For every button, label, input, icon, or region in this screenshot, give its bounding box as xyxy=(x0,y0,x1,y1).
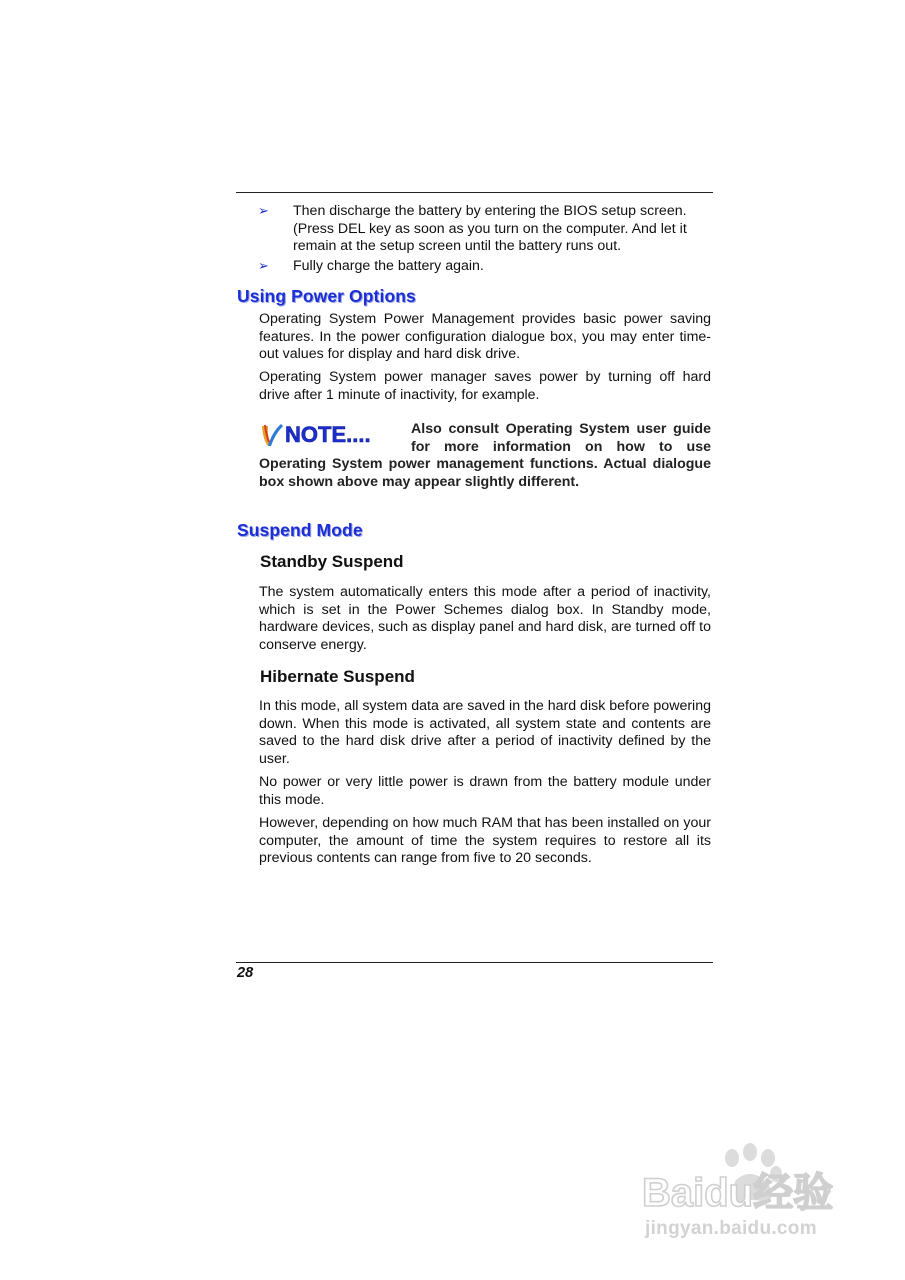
subsection-title-hibernate: Hibernate Suspend xyxy=(260,667,415,686)
watermark-brand: Baidu经验 xyxy=(642,1171,834,1215)
subsection-title-standby: Standby Suspend xyxy=(260,552,404,571)
paragraph: In this mode, all system data are saved in the hard disk before powering down. When this mode is activated, all system state and contents are saved to the hard disk drive after a period of inactivity defined by the user. xyxy=(259,698,711,767)
bullet-item xyxy=(258,258,716,276)
note-logo-text: NOTE.... xyxy=(285,422,371,447)
header-rule xyxy=(236,192,713,193)
bullet-text: Then discharge the battery by entering the BIOS setup screen. (Press DEL key as soon as you turn on the computer. And let it remain at the setup screen until the battery runs out. xyxy=(293,203,687,254)
arrow-bullet-icon: ➢ xyxy=(258,203,269,218)
section-title-power-options: Using Power Options xyxy=(237,286,416,306)
paragraph: The system automatically enters this mode after a period of inactivity, which is set in the Power Schemes dialog box. In Standby mode, hardware devices, such as display panel and hard disk, are turned off to conserve energy. xyxy=(259,584,711,653)
section-title-suspend-mode: Suspend Mode xyxy=(237,520,363,540)
note-logo-icon xyxy=(259,420,383,448)
bullet-item xyxy=(258,203,716,256)
paragraph: Operating System Power Management provides basic power saving features. In the power configuration dialogue box, you may enter time-out values for display and hard disk drive. xyxy=(259,311,711,363)
paragraph: However, depending on how much RAM that has been installed on your computer, the amount of time the system requires to restore all its previous contents can range from five to 20 seconds. xyxy=(259,815,711,867)
arrow-bullet-icon: ➢ xyxy=(258,258,269,273)
paragraph: Operating System power manager saves power by turning off hard drive after 1 minute of inactivity, for example. xyxy=(259,369,711,403)
bullet-text: Fully charge the battery again. xyxy=(293,258,484,274)
note-block xyxy=(259,421,711,491)
footer-rule xyxy=(236,962,713,963)
note-text: Also consult Operating System user guide for more information on how to use Operating System power management functions. Actual dialogue box shown above may appear slightly different. xyxy=(259,421,711,490)
page-number: 28 xyxy=(237,965,254,981)
watermark-site: jingyan.baidu.com xyxy=(645,1218,817,1239)
paragraph: No power or very little power is drawn from the battery module under this mode. xyxy=(259,774,711,808)
